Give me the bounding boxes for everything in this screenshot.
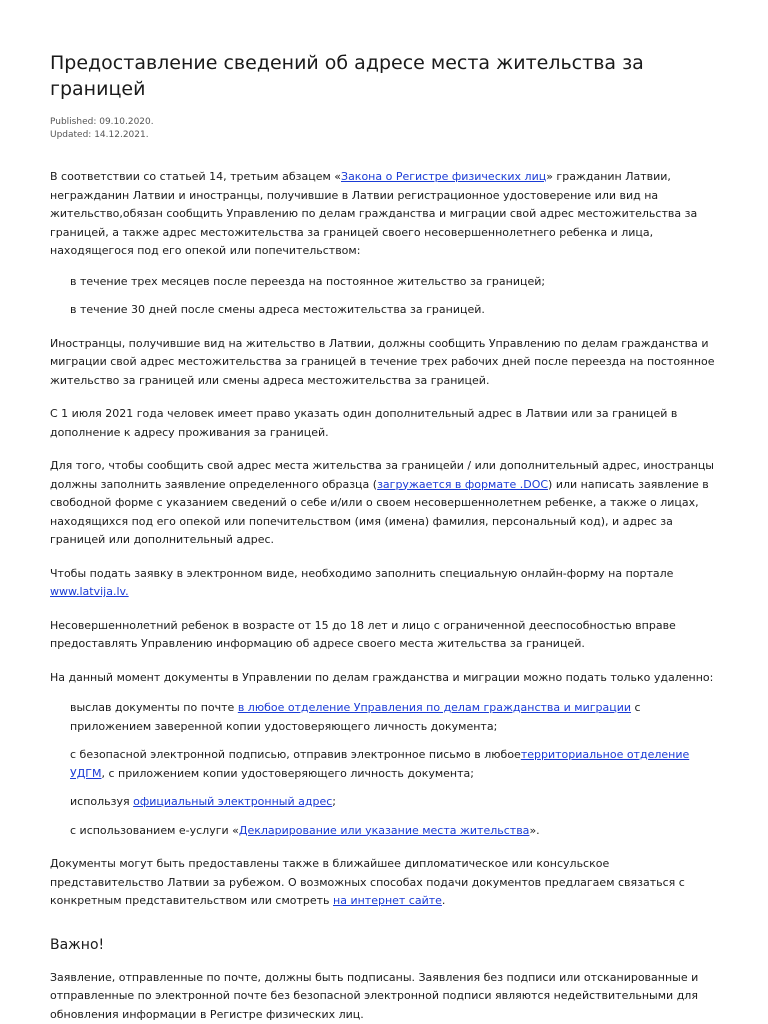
list-item <box>70 822 716 841</box>
article-dates <box>50 116 716 142</box>
submission-methods-list <box>50 699 716 840</box>
online-paragraph <box>50 565 716 602</box>
method-text: ; <box>332 795 336 808</box>
updated-date: Updated: 14.12.2021. <box>50 130 149 140</box>
important-paragraph: Заявление, отправленные по почте, должны быть подписаны. Заявления без подписи или отсканированные и отправленные по электронной почте без безопасной электронной подписи являются недействительными для обновления информации в Регистре физических лиц. <box>50 970 699 1021</box>
minor-paragraph: Несовершеннолетний ребенок в возрасте от 15 до 18 лет и лицо с ограниченной дееспособностью вправе предоставлять Управлению информацию об адресе своего места жительства за границей. <box>50 618 676 650</box>
published-date: Published: 09.10.2020. <box>50 117 154 127</box>
law-link[interactable]: Закона о Регистре физических лиц <box>341 170 547 183</box>
list-item <box>70 699 716 736</box>
online-text: Чтобы подать заявку в электронном виде, необходимо заполнить специальную онлайн-форму на портале <box>50 566 674 580</box>
method-text: с безопасной электронной подписью, отправив электронное письмо в любое <box>70 748 521 761</box>
list-item: в течение трех месяцев после переезда на постоянное жительство за границей; <box>70 274 546 288</box>
office-link[interactable]: в любое отделение Управления по делам гражданства и миграции <box>237 701 632 714</box>
latvija-portal-link[interactable]: www.latvija.lv. <box>50 585 129 598</box>
method-text: с использованием е-услуги « <box>70 823 239 837</box>
list-item: в течение 30 дней после смены адреса местожительства за границей. <box>70 303 485 316</box>
website-link[interactable]: на интернет сайте <box>333 894 442 907</box>
intro-text-start: В соответствии со статьей 14, третьим абзацем « <box>50 170 342 183</box>
page-title: Предоставление сведений об адресе места жительства за границей <box>50 52 644 100</box>
list-item <box>70 746 716 783</box>
intro-paragraph <box>50 168 716 261</box>
method-text: выслав документы по почте <box>70 701 238 714</box>
form-paragraph <box>50 457 716 550</box>
official-e-address-link[interactable]: официальный электронный адрес <box>133 795 333 808</box>
form-text-end: ) или написать заявление в свободной форме с указанием сведений о себе и/или о своем несовершеннолетнем ребенке, а также о лицах, находящихся под его опекой или попечительством (имя (имена) фамилия, персональный код), и адрес за границей или дополнительный адрес. <box>50 477 709 546</box>
doc-download-link[interactable]: загружается в формате .DOC <box>377 477 549 491</box>
diplomatic-paragraph <box>50 855 716 911</box>
method-text: , с приложением копии удостоверяющего личность документа; <box>101 766 474 780</box>
remote-paragraph: На данный момент документы в Управлении по делам гражданства и миграции можно подать только удаленно: <box>50 670 714 684</box>
july-paragraph: С 1 июля 2021 года человек имеет право указать один дополнительный адрес в Латвии или за границей в дополнение к адресу проживания за границей. <box>50 407 678 439</box>
method-text: используя <box>70 795 134 808</box>
deadline-list <box>50 273 716 320</box>
intro-text-end: » гражданин Латвии, негражданин Латвии и иностранцы, получившие в Латвии регистрационное удостоверение или вид на жительство,обязан сообщить Управлению по делам гражданства и миграции свой адрес местожительства за границей, а также адрес местожительства за границей своего несовершеннолетнего ребенка и лица, находящегося под его опекой или попечительством: <box>50 170 698 257</box>
form-text-start: Для того, чтобы сообщить свой адрес места жительства за границейи / или дополнительный адрес, иностранцы должны заполнить заявление определенного образца ( <box>50 459 714 491</box>
e-service-link[interactable]: Декларирование или указание места жительства <box>238 823 530 837</box>
list-item <box>70 793 716 812</box>
method-text: с приложением заверенной копии удостоверяющего личность документа; <box>70 701 641 733</box>
diplomatic-text: Документы могут быть предоставлены также в ближайшее дипломатическое или консульское представительство Латвии за рубежом. О возможных способах подачи документов предлагаем связаться с конкретным представительством или смотреть <box>50 857 685 907</box>
important-heading: Важно! <box>50 936 105 953</box>
foreigners-paragraph: Иностранцы, получившие вид на жительство в Латвии, должны сообщить Управлению по делам гражданства и миграции свой адрес местожительства за границей в течение трех рабочих дней после переезда на постоянное жительство за границей или смены адреса местожительства за границей. <box>50 336 715 387</box>
diplomatic-text-end: . <box>441 894 446 907</box>
method-text: ». <box>529 823 540 837</box>
territorial-office-link[interactable]: территориальное отделение УДГМ <box>70 748 690 780</box>
